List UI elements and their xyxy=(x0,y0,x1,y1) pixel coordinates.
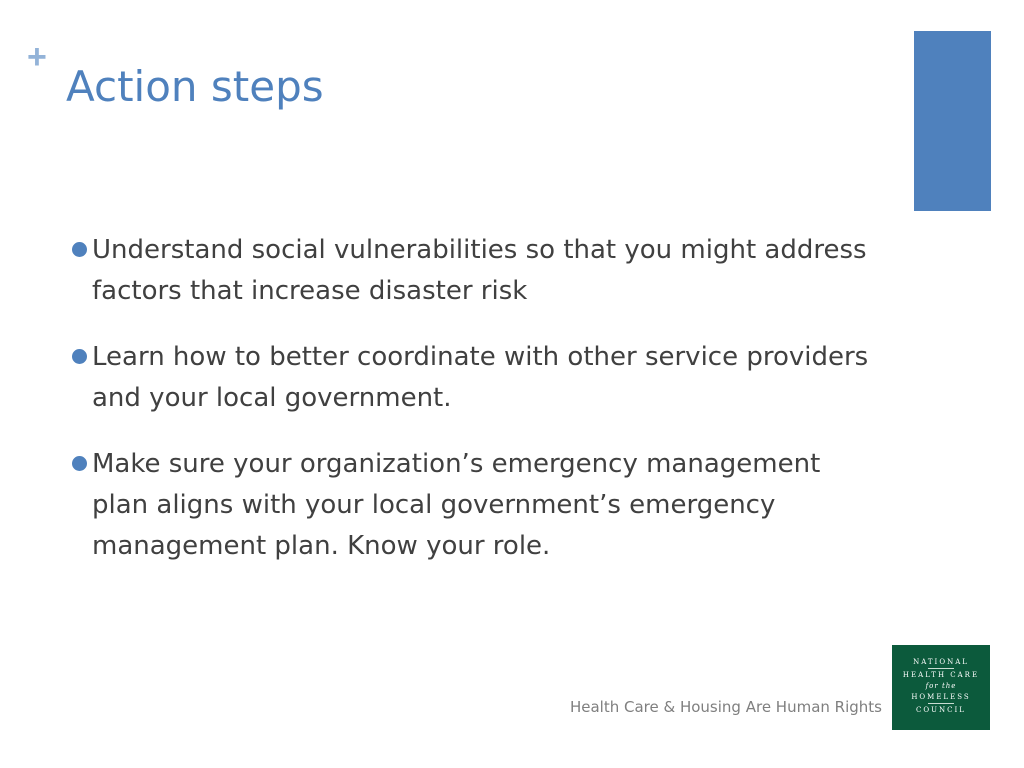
logo-divider xyxy=(928,668,954,669)
logo-line: for the xyxy=(925,682,957,690)
bullet-list xyxy=(72,230,872,592)
bullet-item xyxy=(72,230,872,312)
nhchc-logo xyxy=(892,645,990,730)
bullet-text: Make sure your organization’s emergency management plan aligns with your local government’s emergency management plan. Know your role. xyxy=(92,449,821,561)
accent-bar xyxy=(914,31,991,211)
logo-line: COUNCIL xyxy=(916,706,966,714)
logo-line: HEALTH CARE xyxy=(902,671,980,679)
slide-title: Action steps xyxy=(66,62,324,111)
logo-divider xyxy=(928,703,954,704)
bullet-dot-icon xyxy=(72,456,87,471)
bullet-dot-icon xyxy=(72,349,87,364)
logo-line: NATIONAL xyxy=(913,658,969,666)
bullet-dot-icon xyxy=(72,242,87,257)
bullet-item xyxy=(72,444,872,567)
bullet-text: Learn how to better coordinate with other service providers and your local government. xyxy=(92,342,869,413)
logo-line: HOMELESS xyxy=(911,693,971,701)
plus-icon: + xyxy=(27,38,47,76)
bullet-text: Understand social vulnerabilities so that you might address factors that increase disaster risk xyxy=(92,235,867,306)
footer-tagline: Health Care & Housing Are Human Rights xyxy=(569,698,882,716)
bullet-item xyxy=(72,337,872,419)
